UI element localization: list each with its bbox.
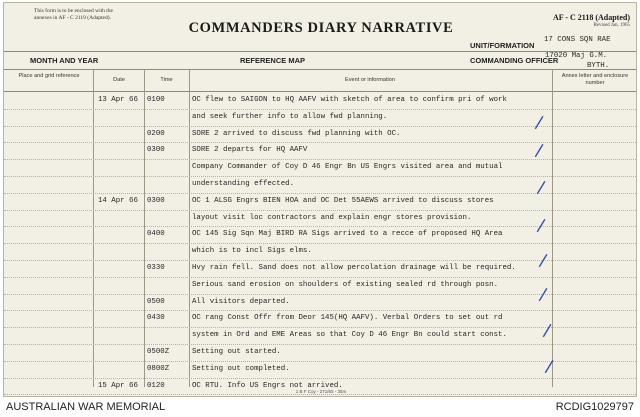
entry-event: OC RTU. Info US Engrs not arrived. [192,381,343,390]
unit-formation-value: 17 CONS SQN RAE [544,36,611,44]
entry-date: 13 Apr 66 [98,96,138,104]
entry-event: All visitors departed. [192,297,290,306]
column-header-top [4,69,637,70]
commanding-officer-label: COMMANDING OFFICER [470,56,559,65]
column-header-annex: Annex letter and enclosure number [561,73,629,86]
tick-mark-icon: / [537,250,549,272]
tick-mark-icon: / [535,177,547,199]
entry-event: OC rang Const Offr from Deor 145(HQ AAFV). Verbal Orders to set out rd [192,314,503,323]
entry-time: 0100 [147,96,165,104]
archive-credit: AUSTRALIAN WAR MEMORIAL [6,401,166,413]
revised-date: Revised Jan, 1965 [593,23,630,28]
tick-mark-icon: / [535,215,547,237]
entry-time: 0430 [147,314,165,323]
column-header-event: Event or information [344,77,396,83]
diary-row [4,93,637,110]
column-header-time: Time [160,77,173,83]
entry-time: 0300 [147,146,165,155]
entry-event: and seek further info to allow fwd planning. [192,112,388,121]
entry-time: 0330 [147,264,165,272]
tick-mark-icon: / [541,320,553,342]
entry-event: OC 145 Sig Sqn Maj BIRD RA Sigs arrived to a recce of proposed HQ Area [192,230,503,239]
entry-time: 0300 [147,196,165,205]
column-header-bottom [4,91,637,92]
entry-event: Setting out completed. [192,364,290,373]
diary-row [4,160,637,177]
entry-event: Company Commander of Coy D 46 Engr Bn US Engrs visited area and mutual [192,163,503,172]
header-divider [4,51,637,52]
entry-time: 0200 [147,129,165,138]
column-header-date: Date [113,77,125,83]
entry-event: SORE 2 departs for HQ AAFV [192,146,308,155]
entry-event: OC 1 ALSG Engrs BIEN HOA and OC Det 55AEWS arrived to discuss stores [192,196,494,205]
tick-mark-icon: / [533,112,545,134]
entry-time: 0120 [147,381,165,390]
reference-map-label: REFERENCE MAP [240,56,306,65]
entry-event: which is to incl Sigs elms. [192,247,312,256]
page-title: COMMANDERS DIARY NARRATIVE [188,20,454,36]
entry-event: Hvy rain fell. Sand does not allow percolation drainage will be required. [192,264,516,272]
entry-time: 0400 [147,230,165,239]
entry-time: 0800Z [147,364,170,373]
entry-time: 0500Z [147,348,170,356]
tick-mark-icon: / [537,284,549,306]
commanding-officer-value-2: BYTH. [587,62,610,70]
commanding-officer-value: 17020 Maj G.M. [545,52,608,60]
entry-event: Serious sand erosion on shoulders of existing sealed rd through posn. [192,280,499,289]
unit-formation-label: UNIT/FORMATION [470,41,535,50]
diary-row [4,345,637,362]
print-code: 1 B F Coy - 271/65 - 35m [295,389,347,394]
entry-event: SORE 2 arrived to discuss fwd planning with OC. [192,129,401,138]
entry-event: understanding effected. [192,180,295,188]
archive-id: RCDIG1029797 [555,401,634,413]
entry-date: 14 Apr 66 [98,196,138,205]
month-year-label: MONTH AND YEAR [30,56,99,65]
entry-time: 0500 [147,297,165,306]
enclose-note-line-2: annexes in AF - C 2119 (Adapted). [34,15,111,21]
entry-date: 15 Apr 66 [98,381,138,390]
entry-event: system in Ord and EME Areas so that Coy D 46 Engr Bn could start const. [192,331,507,340]
tick-mark-icon: / [533,140,545,162]
diary-sheet [3,2,637,397]
entry-event: layout visit loc contractors and explain engr stores provision. [192,213,472,222]
enclose-note-line-1: This form is to be enclosed with the [34,8,113,14]
column-header-place: Place and grid reference [18,73,80,79]
diary-row [4,362,637,379]
diary-row [4,311,637,328]
entry-event: Setting out started. [192,348,281,356]
entry-event: OC flew to SAIGON to HQ AAFV with sketch of area to confirm pri of work [192,96,507,104]
tick-mark-icon: / [543,356,555,378]
form-number: AF - C 2118 (Adapted) [552,13,630,22]
